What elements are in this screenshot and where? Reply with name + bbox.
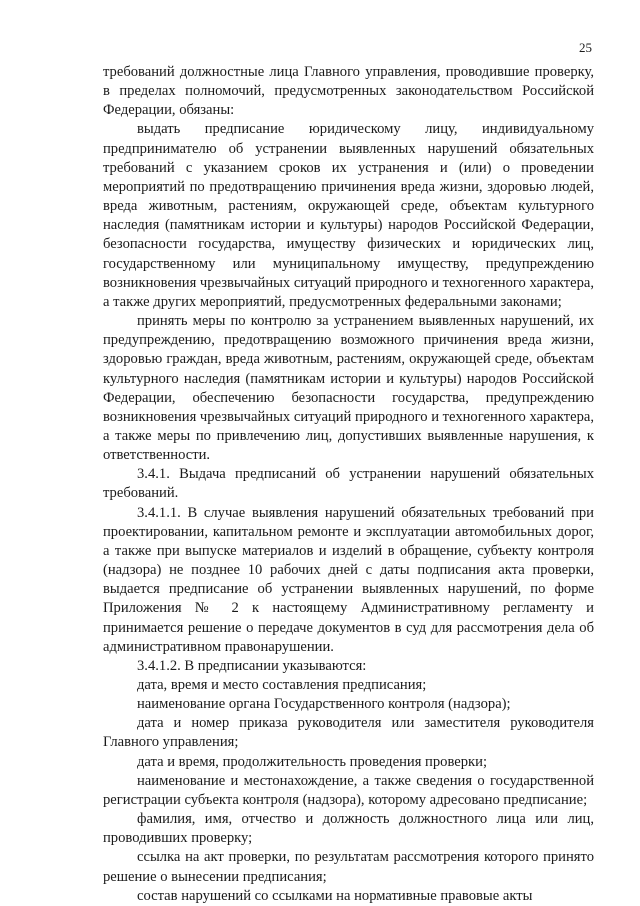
- list-item: фамилия, имя, отчество и должность должностного лица или лиц, проводивших проверку;: [103, 811, 594, 847]
- list-item: ссылка на акт проверки, по результатам рассмотрения которого принято решение о вынесении предписания;: [103, 849, 594, 885]
- list-item: состав нарушений со ссылками на нормативные правовые акты: [137, 887, 533, 904]
- list-item: наименование и местонахождение, а также сведения о государственной регистрации субъекта контроля (надзора), которому адресовано предписание;: [103, 772, 594, 808]
- paragraph: 3.4.1.1. В случае выявления нарушений обязательных требований при проектировании, капитальном ремонте и эксплуатации автомобильных дорог, а также при выпуске материалов и изделий в обращение, субъекту контроля (надзора) не позднее 10 рабочих дней с даты подписания акта проверки, выдается предписание об устранении выявленных нарушений, по форме Приложения № 2 к настоящему Административному регламенту и принимается решение о передаче документов в суд для рассмотрения дела об административном правонарушении.: [103, 504, 594, 655]
- list-item: наименование органа Государственного контроля (надзора);: [137, 696, 511, 713]
- page-number: 25: [579, 40, 592, 55]
- list-item: дата, время и место составления предписания;: [137, 677, 427, 693]
- document-body: [103, 63, 594, 906]
- section-heading: 3.4.1. Выдача предписаний об устранении нарушений обязательных требований.: [103, 466, 594, 502]
- list-item: дата и время, продолжительность проведения проверки;: [137, 753, 488, 770]
- paragraph: выдать предписание юридическому лицу, индивидуальному предпринимателю об устранении выявленных нарушений обязательных требований с указанием сроков их устранения и (или) о проведении мероприятий по предотвращению причинения вреда жизни, здоровью людей, вреда животным, растениям, окружающей среде, объектам культурного наследия (памятникам истории и культуры) народов Российской Федерации, безопасности государства, имуществу физических и юридических лиц, государственному или муниципальному имуществу, предупреждению возникновения чрезвычайных ситуаций природного и техногенного характера, а также других мероприятий, предусмотренных федеральными законами;: [103, 121, 595, 310]
- list-item: дата и номер приказа руководителя или заместителя руководителя Главного управления;: [103, 715, 594, 751]
- paragraph: требований должностные лица Главного управления, проводившие проверку, в пределах полномочий, предусмотренных законодательством Российской Федерации, обязаны:: [103, 64, 594, 119]
- paragraph: 3.4.1.2. В предписании указываются:: [137, 657, 367, 674]
- paragraph: принять меры по контролю за устранением выявленных нарушений, их предупреждению, предотвращению возможного причинения вреда жизни, здоровью граждан, вреда животным, растениям, окружающей среде, объектам культурного наследия (памятникам истории и культуры) народов Российской Федерации, обеспечению безопасности государства, предупреждению возникновения чрезвычайных ситуаций природного и техногенного характера, а также меры по привлечению лиц, допустивших выявленные нарушения, к ответственности.: [103, 313, 595, 464]
